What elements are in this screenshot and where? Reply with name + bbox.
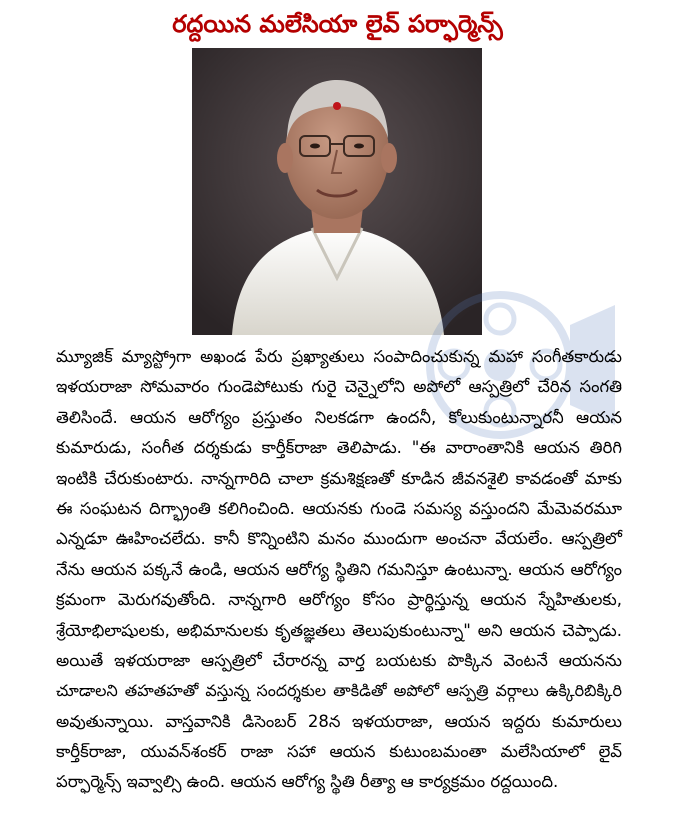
- paragraph-line: చూడాలని తహతహతో వస్తున్న సందర్శకుల తాకిడితో అపోలో ఆస్పత్రి వర్గాలు ఉక్కిరిబిక్కిరి: [56, 681, 622, 701]
- paragraph-line: ఎన్నడూ ఊహించలేదు. కానీ కొన్నింటిని మనం ముందుగా అంచనా వేయలేం. ఆస్పత్రిలో: [56, 529, 622, 549]
- article-body: [56, 342, 622, 798]
- paragraph-line: ఇంటికి చేరుకుంటారు. నాన్నగారిది చాలా క్రమశిక్షణతో కూడిన జీవనశైలి కావడంతో మాకు: [56, 468, 622, 488]
- paragraph-line: శ్రేయోభిలాషులకు, అభిమానులకు కృతజ్ఞతలు తెలుపుకుంటున్నా" అని ఆయన చెప్పాడు.: [56, 620, 622, 640]
- article-headline: రద్దయిన మలేసియా లైవ్ పర్ఫార్మెన్స్: [172, 10, 503, 38]
- paragraph-line: అవుతున్నాయి. వాస్తవానికి డిసెంబర్ 28న ఇళయరాజా, ఆయన ఇద్దరు కుమారులు: [56, 711, 622, 731]
- paragraph-line: తెలిసిందే. ఆయన ఆరోగ్యం ప్రస్తుతం నిలకడగా ఉందనీ, కోలుకుంటున్నారనీ ఆయన: [56, 407, 622, 427]
- paragraph-line: పర్ఫార్మెన్స్ ఇవ్వాల్సి ఉంది. ఆయన ఆరోగ్య స్థితి రీత్యా ఆ కార్యక్రమం రద్దయింది.: [56, 772, 559, 792]
- paragraph-line: ఈ సంఘటన దిగ్భ్రాంతి కలిగించింది. ఆయనకు గుండె సమస్య వస్తుందని మేమెవరమూ: [56, 498, 622, 518]
- paragraph-line: మ్యూజిక్ మ్యాస్ట్రోగా అఖండ పేరు ప్రఖ్యాతులు సంపాదించుకున్న మహా సంగీతకారుడు: [56, 347, 622, 366]
- paragraph-line: నేను ఆయన పక్కనే ఉండి, ఆయన ఆరోగ్య స్థితిని గమనిస్తూ ఉంటున్నా. ఆయన ఆరోగ్యం: [56, 559, 622, 579]
- paragraph-line: అయితే ఇళయరాజా ఆస్పత్రిలో చేరారన్న వార్త బయటకు పొక్కిన వెంటనే ఆయనను: [56, 650, 622, 670]
- paragraph-line: క్రమంగా మెరుగవుతోంది. నాన్నగారి ఆరోగ్యం కోసం ప్రార్థిస్తున్న ఆయన స్నేహితులకు,: [56, 590, 622, 610]
- paragraph-line: కార్తీక్‌రాజా, యువన్‌శంకర్ రాజా సహా ఆయన కుటుంబమంతా మలేసియాలో లైవ్: [56, 742, 622, 762]
- paragraph-line: కుమారుడు, సంగీత దర్శకుడు కార్తీక్‌రాజా తెలిపాడు. "ఈ వారాంతానికి ఆయన తిరిగి: [56, 438, 622, 458]
- paragraph-line: ఇళయరాజా సోమవారం గుండెపోటుకు గురై చెన్నైలోని అపోలో ఆస్పత్రిలో చేరిన సంగతి: [56, 377, 622, 397]
